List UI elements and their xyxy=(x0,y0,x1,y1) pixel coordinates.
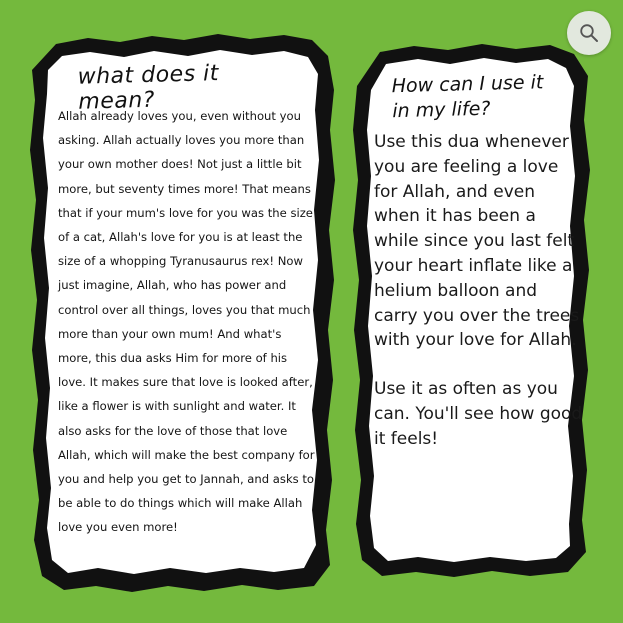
left-panel-heading: what does it mean? xyxy=(77,61,220,115)
right-panel-paragraph-1: Use this dua whenever you are feeling a love for Allah, and even when it has been a while since you last felt your heart inflate like a helium balloon and carry you over the trees with your love for Allah. xyxy=(374,132,580,351)
left-panel-body: Allah already loves you, even without you asking. Allah actually loves you more than your own mother does! Not just a little bit more, but seventy times more! That means that if your mum's love for you was the size of a cat, Allah's love for you is at least the size of a whopping Tyranusaurus rex! Now just imagine, Allah, who has power and control over all things, loves you that much more than your own mum! And what's more, this dua asks Him for more of his love. It makes sure that love is looked after, like a flower is with sunlight and water. It also asks for the love of those that love Allah, which will make the best company for you and help you get to Jannah, and asks to be able to do things which will make Allah love you even more! xyxy=(58,109,315,535)
search-button[interactable] xyxy=(567,11,611,55)
right-panel-heading: How can I use it in my life? xyxy=(391,71,544,123)
search-icon xyxy=(579,23,599,43)
right-panel-paragraph-2: Use it as often as you can. You'll see how good it feels! xyxy=(374,379,583,449)
right-panel-body xyxy=(374,130,584,476)
